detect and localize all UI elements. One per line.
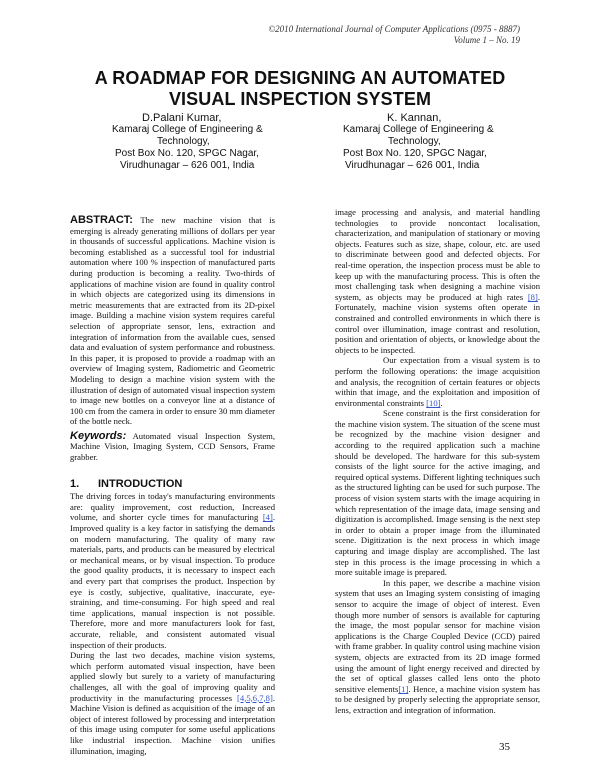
abstract xyxy=(70,215,275,427)
citation-link[interactable]: [10] xyxy=(426,397,441,408)
citation-link[interactable]: [1] xyxy=(398,683,409,694)
author-address: Virudhunagar – 626 001, India xyxy=(120,160,255,171)
section-number: 1. xyxy=(70,477,80,490)
author-address: Post Box No. 120, SPGC Nagar, xyxy=(343,148,487,159)
keywords xyxy=(70,431,275,463)
author-block-1 xyxy=(112,112,312,172)
abstract-label: ABSTRACT: xyxy=(70,214,133,226)
citation-link[interactable]: [4,5,6,7,8] xyxy=(237,692,273,703)
left-column xyxy=(70,215,275,756)
citation-link[interactable]: [8] xyxy=(527,291,538,302)
citation-link[interactable]: [4] xyxy=(262,512,273,523)
author-affiliation: Kamaraj College of Engineering & xyxy=(343,124,494,135)
author-name: D.Palani Kumar, xyxy=(142,112,222,124)
title-line-1: A ROADMAP FOR DESIGNING AN AUTOMATED xyxy=(94,68,506,88)
keywords-label: Keywords: xyxy=(70,429,127,442)
keywords-text: Automated visual Inspection System, Machine Vision, Imaging System, CCD Sensors, Frame grabber. xyxy=(70,430,275,463)
author-block-2 xyxy=(343,112,543,172)
page-number: 35 xyxy=(499,741,510,753)
journal-volume: Volume 1 – No. 19 xyxy=(453,35,520,45)
intro-paragraph-1: The driving forces in today's manufacturing environments are: quality improvement, cost reduction, Increased volume, and shorter cycle times for manufacturing [4]. Improved quality is a key factor in satisfying the demands on modern manufacturing. The quality of many raw materials, parts, and products can be measured by electrical or mechanical means, or by visual inspection. To produce the good quality products, it is necessary to inspect each and every part that comprises the product. Inspection by eye is costly, subjective, qualitative, inaccurate, eye-straining, and time-consuming. For high speed and real time applications, manual inspection is not possible. Therefore, more and more manufacturers look for fast, accurate, reliable, and consistent automated visual inspection of their products. xyxy=(70,491,275,650)
body-paragraph-1: image processing and analysis, and material handling technologies to provide noncontact localisation, characterization, and manipulation of stationary or moving objects. Features such as size, shape, colour, etc. are used to discriminate between good and defected objects. For real-time operation, the inspection process must be able to keep up with the manufacturing process. This is often the most challenging task when designing a machine vision system, as objects may be produced at high rates [8]. Fortunately, machine vision systems often operate in constrained and controlled environments in which there is control over illumination, image contrast and resolution, position and orientation of objects, or knowledge about the objects to be inspected. xyxy=(335,207,540,355)
author-affiliation: Kamaraj College of Engineering & xyxy=(112,124,263,135)
body-paragraph-4: In this paper, we describe a machine vision system that uses an Imaging system consisting of imaging sensor to acquire the image of object of interest. Even though more number of sensors is available for capturing the image, the most popular sensor for machine vision applications is the Charge Coupled Device (CCD) paired with frame grabber. In quality control using machine vision system, objects are extracted from its 2D image formed using the amount of light energy received and directed by the set of optical glasses called lens onto the photo sensitive elements[1]. Hence, a machine vision system has to be designed by properly selecting the appropriate sensor, lens, extraction and integration of information. xyxy=(335,577,540,715)
author-affiliation: Technology, xyxy=(157,136,210,147)
title-line-2: VISUAL INSPECTION SYSTEM xyxy=(168,89,432,109)
paper-title xyxy=(40,68,560,110)
body-paragraph-2: Our expectation from a visual system is to perform the following operations: the image acquisition and analysis, the recognition of certain features or objects within that image, and the exploitation and imposition of environmental constraints [10]. xyxy=(335,355,540,408)
intro-paragraph-2: During the last two decades, machine vision systems, which perform automated visual inspection, have been applied slowly but surely to a variety of manufacturing challenges, all with the goal of improving quality and productivity in the manufacturing processes [4,5,6,7,8]. Machine Vision is defined as acquisition of the image of an object of interest followed by processing and interpretation of this image using computer for some useful applications like industrial inspection. Machine vision unifies illumination, imaging, xyxy=(70,650,275,756)
section-heading-introduction xyxy=(70,479,275,490)
author-name: K. Kannan, xyxy=(387,112,442,124)
author-address: Virudhunagar – 626 001, India xyxy=(345,160,480,171)
author-address: Post Box No. 120, SPGC Nagar, xyxy=(115,148,259,159)
journal-header xyxy=(268,24,520,46)
abstract-text: The new machine vision that is emerging is already generating millions of dollars per year in thousands of successful applications. Machine vision is becoming established as a successful tool for industrial automation where 100 % inspection of manufactured parts during production is becoming a reality. Two-thirds of applications of machine vision are found in quality control in which objects are categorized using its dimensions in metric measurements that are extracted from its 2D-pixel image. Building a machine vision system requires careful selection of appropriate sensor, lens, extraction and integration of information from the available cues, sensed data and evaluation of system performance and robustness. In this paper, it is proposed to provide a roadmap with an overview of Imaging system, Radiometric and Geometric Modeling to design a machine vision system with the illustration of design of automated visual inspection system to image new bottles on a conveyor line at a distance of 100 cm from the camera in order to ensure 30 mm diameter of the bottle neck. xyxy=(70,215,275,427)
body-paragraph-3: Scene constraint is the first consideration for the machine vision system. The situation of the scene must be recognized by the machine vision designer and according to the required application such a machine should be developed. The hardware for this sub-system consists of the light source for the active imaging, and required optical systems. Different lighting techniques such as the structured lighting can be used for such purpose. The process of vision system starts with the image acquiring in which representation of the image data, image sensing and digitization is accomplished. Image sensing is the next step in order to obtain a proper image from the illuminated scene. Digitization is the next process in which image capturing and image display are accomplished. The last step in this process is the image processing in which a more suitable image is prepared. xyxy=(335,408,540,578)
journal-citation: ©2010 International Journal of Computer Applications (0975 - 8887) xyxy=(268,24,520,34)
right-column xyxy=(335,207,540,716)
section-title: INTRODUCTION xyxy=(98,477,183,490)
author-affiliation: Technology, xyxy=(388,136,441,147)
